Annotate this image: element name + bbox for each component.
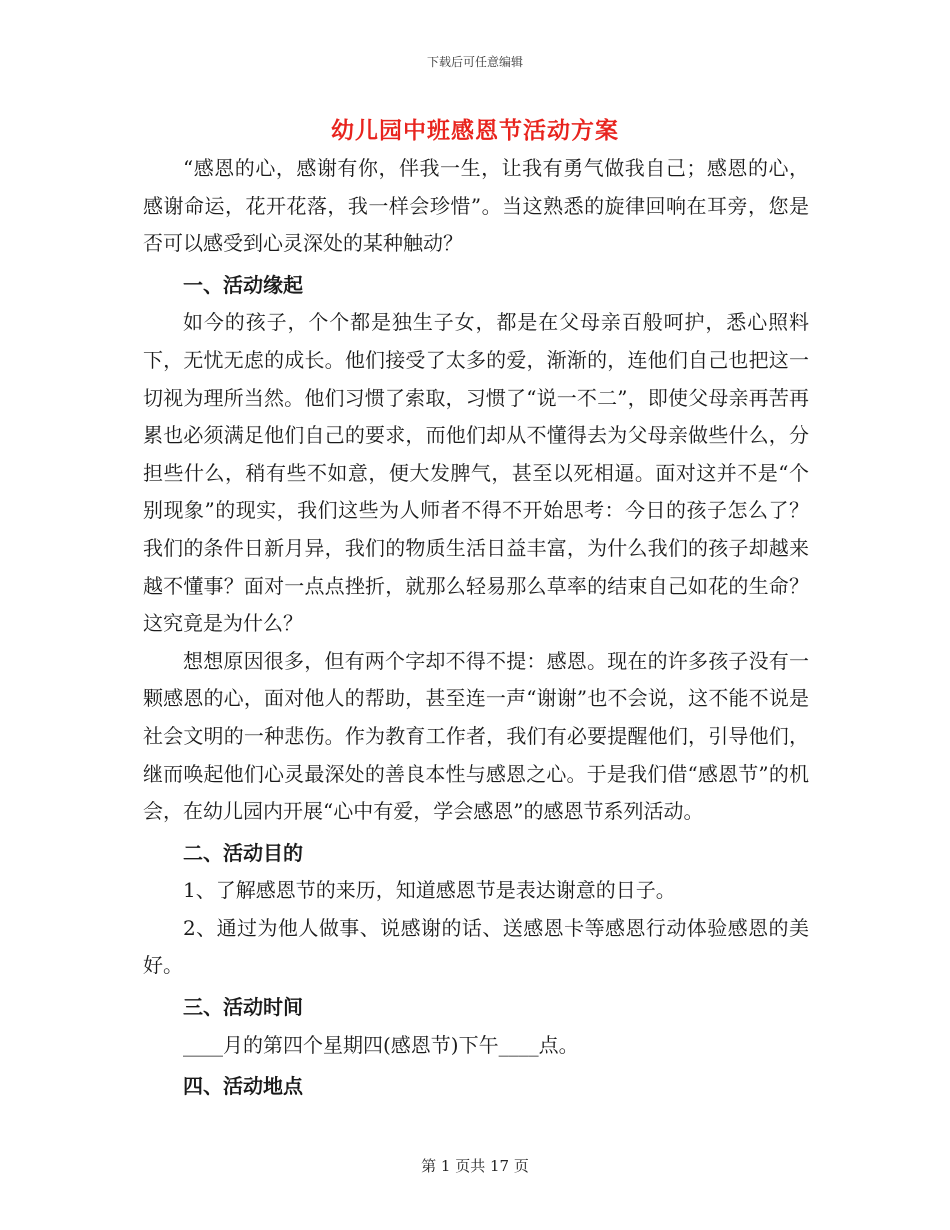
header-note: 下载后可任意编辑 xyxy=(426,55,523,69)
document-title: 幼儿园中班感恩节活动方案 xyxy=(331,117,619,144)
section-heading-location: 四、活动地点 xyxy=(183,1074,303,1099)
paragraph: 想想原因很多，但有两个字却不得不提：感恩。现在的许多孩子没有一颗感恩的心，面对他人的帮助，甚至连一声“谢谢”也不会说，这不能不说是社会文明的一种悲伤。作为教育工作者，我们有必要提醒他们，引导他们，继而唤起他们心灵最深处的善良本性与感恩之心。于是我们借“感恩节”的机会，在幼儿园内开展“心中有爱，学会感恩”的感恩节系列活动。 xyxy=(143,648,809,824)
page-number: 第 1 页共 17 页 xyxy=(421,1157,529,1175)
section-heading-purpose: 二、活动目的 xyxy=(183,840,303,865)
document-body xyxy=(143,150,809,1106)
list-item: 1、了解感恩节的来历，知道感恩节是表达谢意的日子。 xyxy=(183,878,676,903)
paragraph: ____月的第四个星期四(感恩节)下午____点。 xyxy=(183,1032,579,1057)
section-heading-origin: 一、活动缘起 xyxy=(183,272,303,297)
section-heading-time: 三、活动时间 xyxy=(183,995,303,1020)
intro-paragraph: “感恩的心，感谢有你，伴我一生，让我有勇气做我自己；感恩的心，感谢命运，花开花落，我一样会珍惜”。当这熟悉的旋律回响在耳旁，您是否可以感受到心灵深处的某种触动？ xyxy=(143,156,809,256)
list-item: 2、通过为他人做事、说感谢的话、送感恩卡等感恩行动体验感恩的美好。 xyxy=(143,915,809,978)
paragraph: 如今的孩子，个个都是独生子女，都是在父母亲百般呵护，悉心照料下，无忧无虑的成长。他们接受了太多的爱，渐渐的，连他们自己也把这一切视为理所当然。他们习惯了索取，习惯了“说一不二”，即使父母亲再苦再累也必须满足他们自己的要求，而他们却从不懂得去为父母亲做些什么，分担些什么，稍有些不如意，便大发脾气，甚至以死相逼。面对这并不是“个别现象”的现实，我们这些为人师者不得不开始思考：今日的孩子怎么了？我们的条件日新月异，我们的物质生活日益丰富，为什么我们的孩子却越来越不懂事？面对一点点挫折，就那么轻易那么草率的结束自己如花的生命？这究竟是为什么？ xyxy=(143,310,809,636)
